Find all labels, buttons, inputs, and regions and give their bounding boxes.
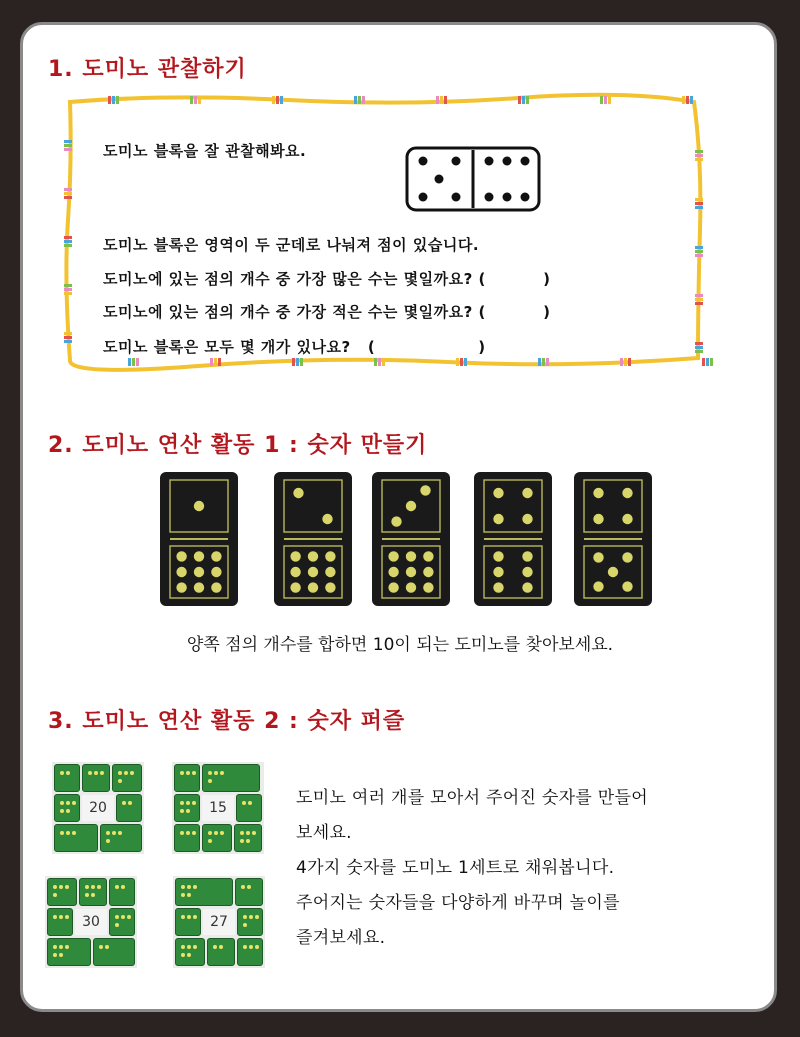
bead [695, 350, 703, 353]
pip [388, 551, 398, 561]
domino-4-6 [472, 470, 554, 608]
green-domino-tile [237, 938, 263, 966]
puzzle-number: 30 [75, 909, 107, 935]
puzzle-number: 20 [82, 795, 114, 821]
bead [218, 358, 221, 366]
question-3: 도미노에 있는 점의 개수 중 가장 적은 수는 몇일까요? ( ) [103, 303, 551, 321]
pip [308, 567, 318, 577]
section3-title: 3. 도미노 연산 활동 2 : 숫자 퍼즐 [48, 709, 406, 734]
pip [194, 551, 204, 561]
pip [622, 552, 632, 562]
bead [276, 96, 279, 104]
bead [695, 250, 703, 253]
bead [300, 358, 303, 366]
bead [695, 342, 703, 345]
green-domino-tile [47, 938, 91, 966]
pip [325, 551, 335, 561]
green-domino-tile [54, 794, 80, 822]
bead [64, 292, 72, 295]
pip [194, 501, 204, 511]
pip [325, 582, 335, 592]
bead [108, 96, 111, 104]
pip [493, 551, 503, 561]
bead [64, 196, 72, 199]
green-domino-tile [237, 908, 263, 936]
bead [690, 96, 693, 104]
pip [406, 567, 416, 577]
bead [64, 332, 72, 335]
bead [608, 96, 611, 104]
bead [604, 96, 607, 104]
pip [493, 514, 503, 524]
question-1: 도미노 블록은 영역이 두 군데로 나눠져 점이 있습니다. [103, 236, 480, 254]
pip [423, 582, 433, 592]
bead [190, 96, 193, 104]
bead [132, 358, 135, 366]
pip [211, 567, 221, 577]
green-domino-tile [235, 878, 263, 906]
green-domino-tile [234, 824, 262, 852]
activity2-line-2: 보세요. [296, 823, 352, 843]
bead [292, 358, 295, 366]
pip [290, 582, 300, 592]
pip [423, 567, 433, 577]
bead [64, 336, 72, 339]
pip [388, 582, 398, 592]
green-domino-tile [175, 938, 205, 966]
bead [706, 358, 709, 366]
green-domino-tile [116, 794, 142, 822]
pip [176, 582, 186, 592]
pip [593, 552, 603, 562]
bead [354, 96, 357, 104]
bead [682, 96, 685, 104]
bead [296, 358, 299, 366]
green-domino-tile [100, 824, 142, 852]
activity2-line-3: 4가지 숫자를 도미노 1세트로 채워봅니다. [296, 858, 615, 878]
green-domino-tile [54, 764, 80, 792]
bead [280, 96, 283, 104]
bead [695, 206, 703, 209]
pip [522, 551, 532, 561]
bead [695, 158, 703, 161]
pip [593, 581, 603, 591]
bead [64, 284, 72, 287]
pip [176, 551, 186, 561]
pip [522, 514, 532, 524]
pip [391, 516, 401, 526]
bead [600, 96, 603, 104]
puzzle-27 [173, 876, 265, 968]
bead [198, 96, 201, 104]
bead [210, 358, 213, 366]
bead [710, 358, 713, 366]
bead [542, 358, 545, 366]
pip [290, 551, 300, 561]
pip [194, 567, 204, 577]
bead [374, 358, 377, 366]
puzzle-number: 27 [203, 909, 235, 935]
bead [456, 358, 459, 366]
domino-1-9 [158, 470, 240, 608]
pip [608, 567, 618, 577]
bead [64, 288, 72, 291]
green-domino-tile [236, 794, 262, 822]
bead [546, 358, 549, 366]
pip [322, 514, 332, 524]
domino-example-icon [405, 146, 541, 212]
section2-title: 2. 도미노 연산 활동 1 : 숫자 만들기 [48, 433, 428, 458]
pip [622, 488, 632, 498]
pip [423, 551, 433, 561]
bead [522, 96, 525, 104]
pip [388, 567, 398, 577]
bead [695, 246, 703, 249]
bead [136, 358, 139, 366]
bead [64, 192, 72, 195]
question-2: 도미노에 있는 점의 개수 중 가장 많은 수는 몇일까요? ( ) [103, 270, 551, 288]
puzzle-number: 15 [202, 795, 234, 821]
bead [116, 96, 119, 104]
bead [272, 96, 275, 104]
green-domino-tile [207, 938, 235, 966]
activity2-line-5: 즐겨보세요. [296, 928, 386, 948]
bead [695, 294, 703, 297]
pip [593, 488, 603, 498]
bead [64, 188, 72, 191]
bead [64, 236, 72, 239]
bead [436, 96, 439, 104]
bead [358, 96, 361, 104]
pip [325, 567, 335, 577]
green-domino-tile [202, 764, 260, 792]
domino-3-9 [370, 470, 452, 608]
bead [695, 346, 703, 349]
pip [493, 582, 503, 592]
intro-text: 도미노 블록을 잘 관찰해봐요. [103, 142, 307, 160]
green-domino-tile [175, 908, 201, 936]
green-domino-tile [174, 764, 200, 792]
pip [406, 551, 416, 561]
pip [406, 501, 416, 511]
pip [493, 567, 503, 577]
decorative-bead-frame [48, 80, 716, 377]
domino-2-9 [272, 470, 354, 608]
green-domino-tile [112, 764, 142, 792]
bead [464, 358, 467, 366]
bead [702, 358, 705, 366]
pip [522, 582, 532, 592]
bead [64, 144, 72, 147]
bead [695, 302, 703, 305]
pip [308, 551, 318, 561]
domino-4-5 [572, 470, 654, 608]
green-domino-tile [174, 824, 200, 852]
bead [518, 96, 521, 104]
pip [522, 488, 532, 498]
bead [64, 148, 72, 151]
bead [444, 96, 447, 104]
bead [695, 198, 703, 201]
bead [440, 96, 443, 104]
bead [214, 358, 217, 366]
bead [538, 358, 541, 366]
pip [522, 567, 532, 577]
green-domino-tile [175, 878, 233, 906]
activity2-line-4: 주어지는 숫자들을 다양하게 바꾸며 놀이를 [296, 893, 620, 913]
green-domino-tile [202, 824, 232, 852]
pip [622, 581, 632, 591]
bead [695, 154, 703, 157]
bead [64, 244, 72, 247]
pip [211, 582, 221, 592]
pip [406, 582, 416, 592]
pip [293, 488, 303, 498]
bead [620, 358, 623, 366]
green-domino-tile [54, 824, 98, 852]
green-domino-tile [109, 908, 135, 936]
green-domino-tile [47, 878, 77, 906]
bead [378, 358, 381, 366]
bead [194, 96, 197, 104]
green-domino-tile [79, 878, 107, 906]
bead [382, 358, 385, 366]
green-domino-tile [82, 764, 110, 792]
pip [593, 514, 603, 524]
pip [290, 567, 300, 577]
section1-title: 1. 도미노 관찰하기 [48, 57, 247, 82]
activity2-line-1: 도미노 여러 개를 모아서 주어진 숫자를 만들어 [296, 788, 648, 808]
pip [308, 582, 318, 592]
pip [211, 551, 221, 561]
bead [362, 96, 365, 104]
bead [64, 340, 72, 343]
green-domino-tile [109, 878, 135, 906]
puzzle-15 [172, 762, 264, 854]
bead [686, 96, 689, 104]
bead [64, 140, 72, 143]
bead [624, 358, 627, 366]
bead [695, 202, 703, 205]
green-domino-tile [93, 938, 135, 966]
puzzle-20 [52, 762, 144, 854]
pip [493, 488, 503, 498]
bead [526, 96, 529, 104]
bead [695, 254, 703, 257]
bead [64, 240, 72, 243]
activity1-caption: 양쪽 점의 개수를 합하면 10이 되는 도미노를 찾아보세요. [186, 635, 614, 655]
green-domino-tile [47, 908, 73, 936]
green-domino-tile [174, 794, 200, 822]
puzzle-30 [45, 876, 137, 968]
pip [176, 567, 186, 577]
pip [194, 582, 204, 592]
bead [112, 96, 115, 104]
pip [420, 485, 430, 495]
bead [128, 358, 131, 366]
bead [695, 298, 703, 301]
bead [628, 358, 631, 366]
question-4: 도미노 블록은 모두 몇 개가 있나요? ( ) [103, 338, 486, 356]
bead [695, 150, 703, 153]
bead [460, 358, 463, 366]
pip [622, 514, 632, 524]
